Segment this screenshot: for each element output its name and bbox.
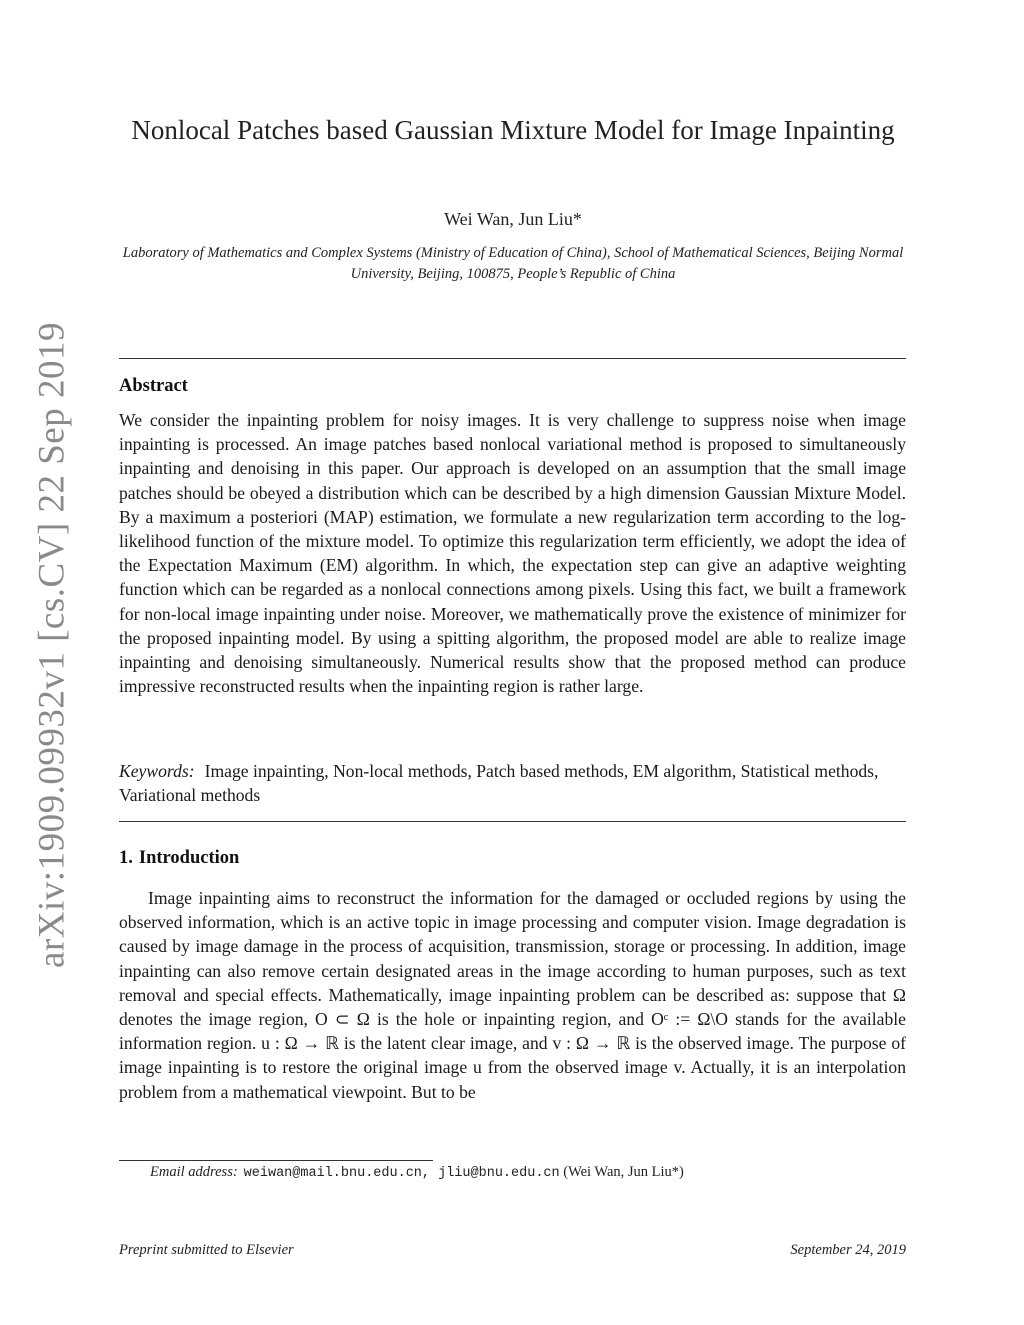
- keywords-label: Keywords:: [119, 761, 195, 781]
- arxiv-identifier: arXiv:1909.09932v1 [cs.CV] 22 Sep 2019: [31, 322, 73, 968]
- introduction-text: Image inpainting aims to reconstruct the information for the damaged or occluded regions by using the observed information, which is an active topic in image processing and computer vision. Image degradation is caused by image damage in the process of acquisition, transmission, storage or processing. In addition, image inpainting can also remove certain designated areas in the image according to human purposes, such as text removal and special effects. Mathematically, image inpainting problem can be described as: suppose that Ω denotes the image region, O ⊂ Ω is the hole or inpainting region, and Oᶜ := Ω\O stands for the available information region. u : Ω → ℝ is the latent clear image, and v : Ω → ℝ is the observed image. The purpose of image inpainting is to restore the original image u from the observed image v. Actually, it is an interpolation problem from a mathematical viewpoint. But to be: [119, 888, 906, 1102]
- section-title: Introduction: [138, 848, 240, 868]
- divider-top: [119, 358, 906, 359]
- footnote: [150, 1164, 684, 1181]
- abstract-heading: Abstract: [119, 376, 188, 396]
- keywords-text: Image inpainting, Non-local methods, Patch based methods, EM algorithm, Statistical methods, Variational methods: [119, 761, 879, 806]
- email-label: Email address:: [150, 1164, 238, 1180]
- submission-date: September 24, 2019: [790, 1242, 906, 1258]
- abstract-text: We consider the inpainting problem for noisy images. It is very challenge to suppress noise when image inpainting is processed. An image patches based nonlocal variational method is proposed to simultaneously inpainting and denoising in this paper. Our approach is developed on an assumption that the small image patches should be obeyed a distribution which can be described by a high dimension Gaussian Mixture Model. By a maximum a posteriori (MAP) estimation, we formulate a new regularization term according to the log-likelihood function of the mixture model. To optimize this regularization term efficiently, we adopt the idea of the Expectation Maximum (EM) algorithm. In which, the expectation step can give an adaptive weighting function which can be regarded as a nonlocal connections among pixels. Using this fact, we built a framework for non-local image inpainting under noise. Moreover, we mathematically prove the existence of minimizer for the proposed inpainting model. By using a spitting algorithm, the proposed model are able to realize image inpainting and denoising simultaneously. Numerical results show that the proposed method can produce impressive reconstructed results when the inpainting region is rather large.: [119, 410, 906, 697]
- authors: Wei Wan, Jun Liu*: [444, 209, 582, 229]
- preprint-note: Preprint submitted to Elsevier: [119, 1242, 294, 1258]
- keywords: [119, 759, 906, 807]
- introduction-heading: [119, 848, 239, 869]
- paper-title: Nonlocal Patches based Gaussian Mixture Model for Image Inpainting: [131, 115, 895, 145]
- divider-bottom: [119, 821, 906, 822]
- email-names: (Wei Wan, Jun Liu*): [563, 1164, 684, 1180]
- affiliation: Laboratory of Mathematics and Complex Systems (Ministry of Education of China), School of Mathematical Sciences, Beijing Normal University, Beijing, 100875, People’s Republic of China: [122, 245, 904, 282]
- footnote-rule: [119, 1160, 433, 1161]
- section-number: 1.: [119, 848, 133, 868]
- email-addresses[interactable]: weiwan@mail.bnu.edu.cn, jliu@bnu.edu.cn: [243, 1166, 560, 1181]
